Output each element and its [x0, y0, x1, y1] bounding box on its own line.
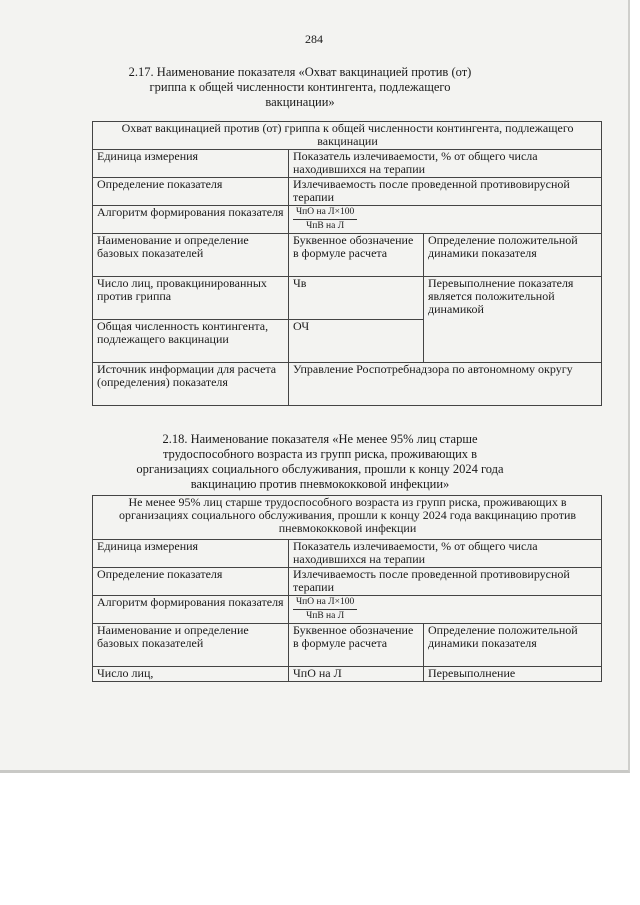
definition-value: Излечиваемость после проведенной противовирусной терапии: [289, 568, 602, 596]
formula-numerator: ЧпО на Л×100: [293, 207, 357, 220]
base-row-dynamics: Перевыполнение показателя является положительной динамикой: [424, 277, 602, 363]
letter-header: Буквенное обозначение в формуле расчета: [289, 234, 424, 277]
dynamics-header: Определение положительной динамики показателя: [424, 234, 602, 277]
source-label: Источник информации для расчета (определения) показателя: [93, 363, 289, 406]
base-row-name: Число лиц, провакцинированных против гриппа: [93, 277, 289, 320]
algorithm-formula: [289, 206, 602, 234]
algorithm-label: Алгоритм формирования показателя: [93, 206, 289, 234]
base-row-name: Общая численность контингента, подлежащего вакцинации: [93, 320, 289, 363]
formula-denominator: ЧпВ на Л: [306, 221, 345, 231]
source-value: Управление Роспотребнадзора по автономному округу: [289, 363, 602, 406]
formula-denominator: ЧпВ на Л: [306, 611, 345, 621]
base-row-letter: ЧпО на Л: [289, 667, 424, 682]
unit-value: Показатель излечиваемости, % от общего числа находившихся на терапии: [289, 540, 602, 568]
base-name-header: Наименование и определение базовых показателей: [93, 234, 289, 277]
base-row-letter: ОЧ: [289, 320, 424, 363]
table-title: Не менее 95% лиц старше трудоспособного возраста из групп риска, проживающих в организациях социального обслуживания, прошли к концу 2024 года вакцинацию против пневмококковой инфекции: [93, 496, 602, 540]
indicator-table-2-18: [92, 495, 602, 682]
dynamics-header: Определение положительной динамики показателя: [424, 624, 602, 667]
unit-label: Единица измерения: [93, 150, 289, 178]
section-heading-2-18: 2.18. Наименование показателя «Не менее 95% лиц старше трудоспособного возраста из групп риска, проживающих в организациях социального обслуживания, прошли к концу 2024 года вакцинацию против пневмококковой инфекции»: [136, 432, 504, 491]
unit-label: Единица измерения: [93, 540, 289, 568]
definition-label: Определение показателя: [93, 568, 289, 596]
indicator-table-2-17: [92, 121, 602, 406]
base-row-dynamics: Перевыполнение: [424, 667, 602, 682]
algorithm-formula: [289, 596, 602, 624]
base-row-name: Число лиц,: [93, 667, 289, 682]
section-heading-2-17: 2.17. Наименование показателя «Охват вакцинацией против (от) гриппа к общей численности контингента, подлежащего вакцинации»: [128, 65, 472, 109]
table-title: Охват вакцинацией против (от) гриппа к общей численности контингента, подлежащего вакцинации: [93, 122, 602, 150]
letter-header: Буквенное обозначение в формуле расчета: [289, 624, 424, 667]
base-row-letter: Чв: [289, 277, 424, 320]
unit-value: Показатель излечиваемости, % от общего числа находившихся на терапии: [289, 150, 602, 178]
formula-numerator: ЧпО на Л×100: [293, 597, 357, 610]
base-name-header: Наименование и определение базовых показателей: [93, 624, 289, 667]
page-number: 284: [305, 32, 323, 46]
definition-label: Определение показателя: [93, 178, 289, 206]
definition-value: Излечиваемость после проведенной противовирусной терапии: [289, 178, 602, 206]
formula-fraction: [293, 597, 357, 622]
algorithm-label: Алгоритм формирования показателя: [93, 596, 289, 624]
formula-fraction: [293, 207, 357, 232]
